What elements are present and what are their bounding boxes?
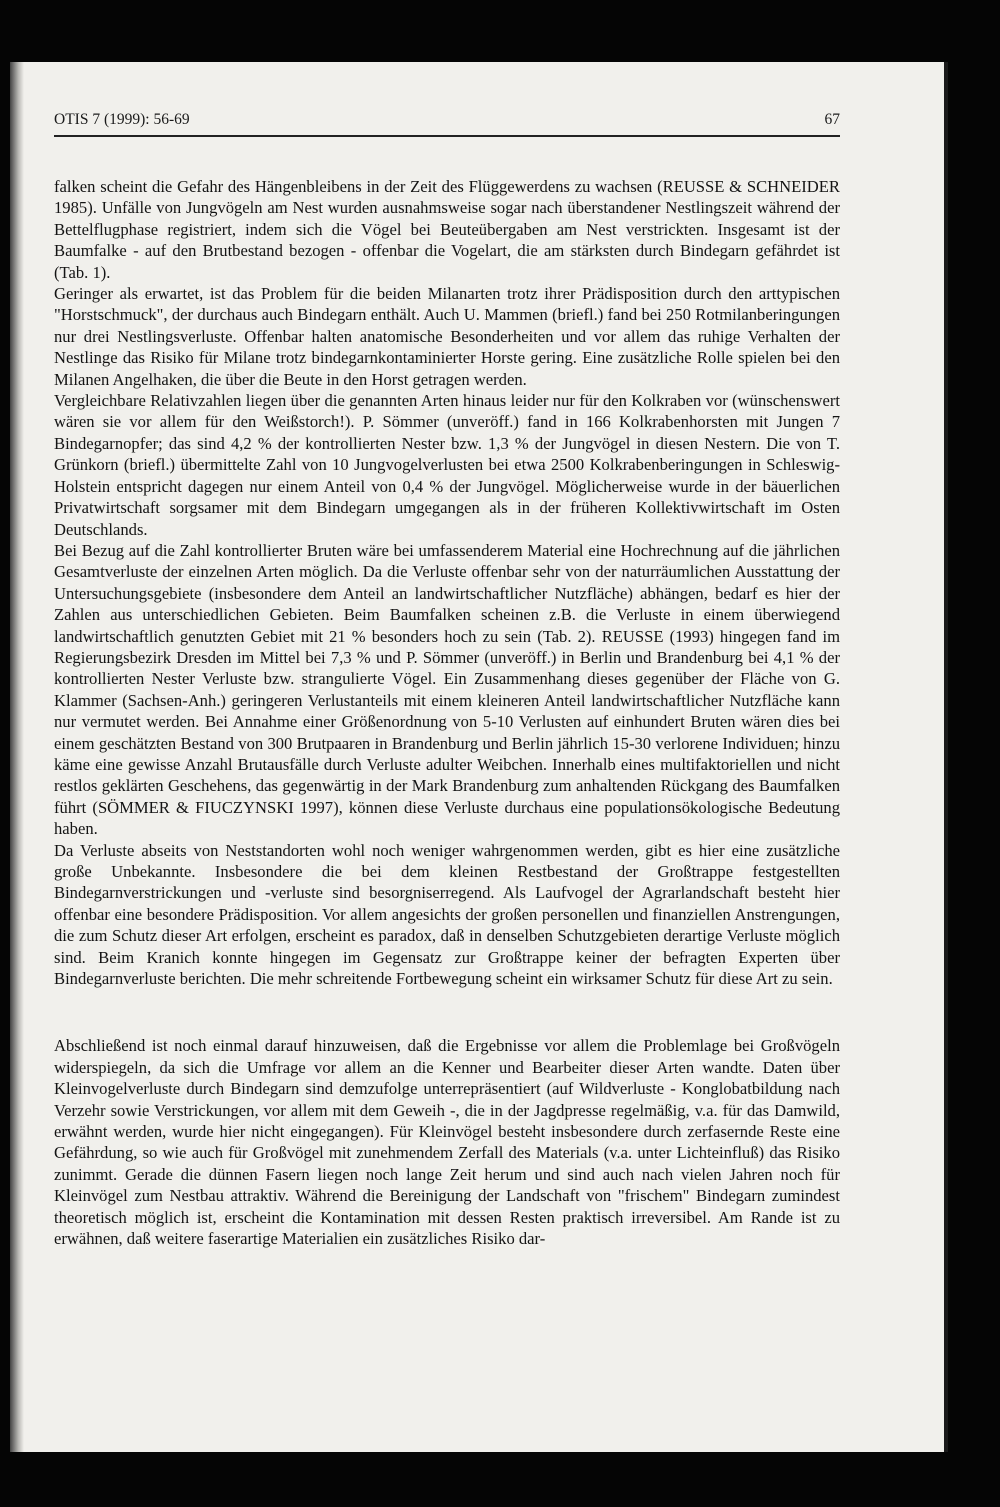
header-rule	[54, 135, 840, 137]
paragraph-baumfalke: falken scheint die Gefahr des Hängenbleibens in der Zeit des Flüggewerdens zu wachsen (REUSSE & SCHNEIDER 1985). Unfälle von Jungvögeln am Nest wurden ausnahmsweise sogar nach überstandener Nestlingszeit während der Bettelflugphase registriert, indem sich die Vögel bei Beuteübergaben am Nest verstrickten. Insgesamt ist der Baumfalke - auf den Brutbestand bezogen - offenbar die Vogelart, die am stärksten durch Bindegarn gefährdet ist (Tab. 1).	[54, 177, 840, 282]
page-number: 67	[824, 111, 840, 128]
paragraph-grosstrappe: Da Verluste abseits von Neststandorten wohl noch weniger wahrgenommen werden, gibt es hier eine zusätzliche große Unbekannte. Insbesondere die bei dem kleinen Restbestand der Großtrappe festgestellten Bindegarnverstrickungen und -verluste sind besorgniserregend. Als Laufvogel der Agrarlandschaft besteht hier offenbar eine besondere Prädisposition. Vor allem angesichts der großen personellen und finanziellen Anstrengungen, die zum Schutz dieser Art erfolgen, erscheint es paradox, daß in denselben Schutzgebieten derartige Verluste möglich sind. Beim Kranich konnte hingegen im Gegensatz zur Großtrappe keiner der befragten Experten über Bindegarnverluste berichten. Die mehr schreitende Fortbewegung scheint ein wirksamer Schutz für diese Art zu sein.	[54, 840, 840, 989]
paragraph-milane: Geringer als erwartet, ist das Problem für die beiden Milanarten trotz ihrer Prädisposition durch den arttypischen "Horstschmuck", der durchaus auch Bindegarn enthält. Auch U. Mammen (briefl.) fand bei 250 Rotmilanberingungen nur drei Nestlingsverluste. Offenbar halten anatomische Besonderheiten und vor allem das ruhige Verhalten der Nestlinge das Risiko für Milane trotz bindegarnkontaminierter Horste gering. Eine zusätzliche Rolle spielen bei den Milanen Angelhaken, die über die Beute in den Horst getragen werden.	[54, 284, 840, 389]
paragraph-kolkraben: Vergleichbare Relativzahlen liegen über die genannten Arten hinaus leider nur für den Kolkraben vor (wünschenswert wären sie vor allem für den Weißstorch!). P. Sömmer (unveröff.) fand in 166 Kolkrabenhorsten mit Jungen 7 Bindegarnopfer; das sind 4,2 % der kontrollierten Nester bzw. 1,3 % der Jungvögel in diesen Nestern. Die von T. Grünkorn (briefl.) übermittelte Zahl von 10 Jungvogelverlusten bei etwa 2500 Kolkrabenberingungen in Schleswig-Holstein entspricht dagegen nur einem Anteil von 0,4 % der Jungvögel. Möglicherweise wurde in der bäuerlichen Privatwirtschaft sorgsamer mit dem Bindegarn umgegangen als in der früheren Kollektivwirtschaft im Osten Deutschlands.	[54, 391, 840, 539]
paragraph-hochrechnung: Bei Bezug auf die Zahl kontrollierter Bruten wäre bei umfassenderem Material eine Hochrechnung auf die jährlichen Gesamtverluste der einzelnen Arten möglich. Da die Verluste offenbar sehr von der naturräumlichen Ausstattung der Untersuchungsgebiete (insbesondere dem Anteil an landwirtschaftlicher Nutzfläche) abhängen, bedarf es hier der Zahlen aus unterschiedlichen Gebieten. Beim Baumfalken scheinen z.B. die Verluste in einem überwiegend landwirtschaftlich genutzten Gebiet mit 21 % besonders hoch zu sein (Tab. 2). REUSSE (1993) hingegen fand im Regierungsbezirk Dresden im Mittel bei 7,3 % und P. Sömmer (unveröff.) in Berlin und Brandenburg bei 4,1 % der kontrollierten Nester Verluste bzw. strangulierte Vögel. Ein Zusammenhang dieses gegenüber der Fläche von G. Klammer (Sachsen-Anh.) geringeren Verlustanteils mit einem kleineren Anteil landwirtschaftlicher Nutzfläche kann nur vermutet werden. Bei Annahme einer Größenordnung von 5-10 Verlusten auf einhundert Bruten wären dies bei einem geschätzten Bestand von 300 Brutpaaren in Brandenburg und Berlin jährlich 15-30 verlorene Individuen; hinzu käme eine gewisse Anzahl Brutausfälle durch Verluste adulter Weibchen. Innerhalb eines multifaktoriellen und nicht restlos geklärten Geschehens, das gegenwärtig in der Mark Brandenburg zum anhaltenden Rückgang des Baumfalken führt (SÖMMER & FIUCZYNSKI 1997), können diese Verluste durchaus eine populationsökologische Bedeutung haben.	[54, 540, 840, 839]
page-right-edge	[944, 62, 948, 1452]
page-gutter-shadow	[10, 62, 24, 1452]
paragraph-abschliessend: Abschließend ist noch einmal darauf hinzuweisen, daß die Ergebnisse vor allem die Problemlage bei Großvögeln widerspiegeln, da sich die Umfrage vor allem an die Kenner und Bearbeiter dieser Arten wandte. Daten über Kleinvogelverluste durch Bindegarn sind demzufolge unterrepräsentiert (auf Wildverluste - Konglobatbildung nach Verzehr sowie Verstrickungen, vor allem mit dem Geweih -, die in der Jagdpresse regelmäßig, v.a. für das Damwild, erwähnt werden, wurde hier nicht eingegangen). Für Kleinvögel besteht insbesondere durch zerfasernde Reste eine Gefährdung, so wie auch für Großvögel mit zunehmendem Zerfall des Materials (v.a. unter Lichteinfluß) das Risiko zunimmt. Gerade die dünnen Fasern liegen noch lange Zeit herum und sind auch nach vielen Jahren noch für Kleinvögel zum Nestbau attraktiv. Während die Bereinigung der Landschaft von "frischem" Bindegarn zumindest theoretisch möglich ist, erscheint die Kontamination mit dessen Resten praktisch irreversibel. Am Rande ist zu erwähnen, daß weitere faserartige Materialien ein zusätzliches Risiko dar-	[54, 1036, 840, 1249]
body-text	[54, 176, 840, 1250]
journal-citation: OTIS 7 (1999): 56-69	[54, 111, 190, 128]
